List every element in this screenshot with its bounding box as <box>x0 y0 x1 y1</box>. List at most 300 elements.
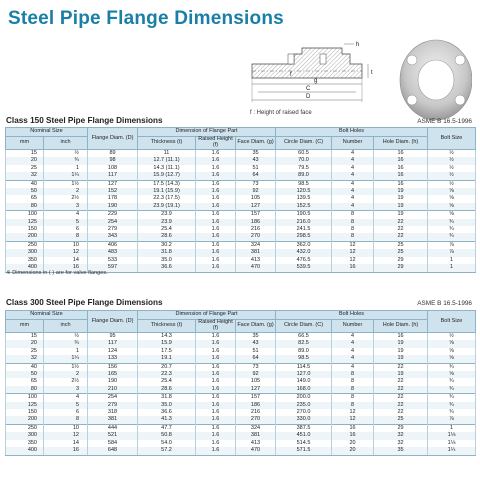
cell-number: 4 <box>332 188 374 195</box>
cell-inch: 2½ <box>44 378 88 385</box>
cell-raised-height: 1.6 <box>196 203 236 211</box>
cell-bolt-size: ⅞ <box>428 416 476 424</box>
cell-hole-diam: 19 <box>374 371 428 378</box>
cell-inch: 12 <box>44 432 88 439</box>
cell-raised-height: 1.6 <box>196 264 236 272</box>
diagram-label-d: D <box>306 94 311 100</box>
cell-raised-height: 1.6 <box>196 241 236 249</box>
table-row <box>6 447 476 455</box>
cell-circle-diam: 79.5 <box>276 165 332 172</box>
cell-circle-diam: 149.0 <box>276 378 332 385</box>
cell-mm: 300 <box>6 249 44 256</box>
cell-face-diam: 92 <box>236 371 276 378</box>
cell-raised-height: 1.6 <box>196 432 236 439</box>
cell-mm: 15 <box>6 150 44 158</box>
cell-circle-diam: 241.5 <box>276 226 332 233</box>
cell-inch: 14 <box>44 257 88 264</box>
cell-face-diam: 73 <box>236 363 276 371</box>
table-row <box>6 195 476 202</box>
header-dimension-of-flange-part: Dimension of Flange Part <box>138 311 276 320</box>
cell-inch: 14 <box>44 440 88 447</box>
cell-flange-diam: 89 <box>88 150 138 158</box>
header-flange-diam: Flange Diam. (D) <box>88 128 138 150</box>
cell-inch: 5 <box>44 402 88 409</box>
cell-raised-height: 1.6 <box>196 348 236 355</box>
cell-inch: 8 <box>44 416 88 424</box>
cell-mm: 65 <box>6 195 44 202</box>
cell-flange-diam: 156 <box>88 363 138 371</box>
cell-thickness: 23.9 (19.1) <box>138 203 196 211</box>
cell-mm: 25 <box>6 348 44 355</box>
cell-inch: 3 <box>44 386 88 394</box>
class150-table <box>5 127 476 273</box>
cell-number: 16 <box>332 264 374 272</box>
cell-flange-diam: 178 <box>88 195 138 202</box>
cell-bolt-size: 1 <box>428 257 476 264</box>
class300-table <box>5 310 476 456</box>
cell-inch: ½ <box>44 333 88 341</box>
table-row <box>6 371 476 378</box>
cell-circle-diam: 114.5 <box>276 363 332 371</box>
cell-face-diam: 413 <box>236 440 276 447</box>
cell-circle-diam: 89.0 <box>276 172 332 180</box>
table-row <box>6 386 476 394</box>
cell-inch: 16 <box>44 447 88 455</box>
cell-flange-diam: 444 <box>88 424 138 432</box>
cell-thickness: 41.3 <box>138 416 196 424</box>
cell-number: 20 <box>332 447 374 455</box>
cell-number: 12 <box>332 257 374 264</box>
cell-flange-diam: 254 <box>88 219 138 226</box>
cell-hole-diam: 25 <box>374 416 428 424</box>
cell-raised-height: 1.6 <box>196 249 236 256</box>
cell-bolt-size: ¾ <box>428 386 476 394</box>
cell-inch: 10 <box>44 424 88 432</box>
cell-inch: 3 <box>44 203 88 211</box>
cell-face-diam: 413 <box>236 257 276 264</box>
header-dimension-of-flange-part: Dimension of Flange Part <box>138 128 276 137</box>
cell-face-diam: 35 <box>236 150 276 158</box>
cell-mm: 20 <box>6 157 44 164</box>
cell-hole-diam: 22 <box>374 233 428 241</box>
cell-mm: 15 <box>6 333 44 341</box>
cell-thickness: 22.3 (17.5) <box>138 195 196 202</box>
cell-number: 16 <box>332 424 374 432</box>
cell-number: 20 <box>332 440 374 447</box>
cell-hole-diam: 22 <box>374 219 428 226</box>
cell-hole-diam: 22 <box>374 363 428 371</box>
diagram-note: f : Height of raised face <box>250 110 312 116</box>
cell-hole-diam: 19 <box>374 355 428 363</box>
header-face-diam: Face Diam. (g) <box>236 320 276 333</box>
cell-number: 4 <box>332 165 374 172</box>
cell-thickness: 17.5 <box>138 348 196 355</box>
cell-face-diam: 35 <box>236 333 276 341</box>
cell-face-diam: 73 <box>236 180 276 188</box>
cell-inch: 10 <box>44 241 88 249</box>
cell-inch: 1½ <box>44 180 88 188</box>
cell-raised-height: 1.6 <box>196 371 236 378</box>
table-row <box>6 211 476 219</box>
cell-number: 16 <box>332 432 374 439</box>
cell-number: 4 <box>332 172 374 180</box>
header-raised-height: Raised Height (f) <box>196 137 236 150</box>
cell-face-diam: 270 <box>236 233 276 241</box>
table-row <box>6 440 476 447</box>
cell-mm: 32 <box>6 172 44 180</box>
cell-bolt-size: ½ <box>428 172 476 180</box>
cell-flange-diam: 117 <box>88 172 138 180</box>
cell-mm: 50 <box>6 188 44 195</box>
cell-raised-height: 1.6 <box>196 257 236 264</box>
cell-inch: 6 <box>44 226 88 233</box>
cell-thickness: 36.6 <box>138 409 196 416</box>
cell-inch: ¾ <box>44 157 88 164</box>
cell-thickness: 12.7 (11.1) <box>138 157 196 164</box>
cell-flange-diam: 229 <box>88 211 138 219</box>
cell-raised-height: 1.6 <box>196 355 236 363</box>
cell-mm: 40 <box>6 363 44 371</box>
cell-bolt-size: 1 <box>428 264 476 272</box>
cell-mm: 125 <box>6 219 44 226</box>
diagram-label-g: g <box>314 78 318 84</box>
cell-thickness: 19.1 <box>138 355 196 363</box>
cell-flange-diam: 190 <box>88 203 138 211</box>
cell-raised-height: 1.6 <box>196 447 236 455</box>
table-row <box>6 157 476 164</box>
table-row <box>6 249 476 256</box>
header-mm: mm <box>6 137 44 150</box>
table-row <box>6 424 476 432</box>
cell-bolt-size: ¾ <box>428 402 476 409</box>
cell-bolt-size: ½ <box>428 165 476 172</box>
cell-hole-diam: 25 <box>374 241 428 249</box>
cell-circle-diam: 120.5 <box>276 188 332 195</box>
cell-number: 4 <box>332 195 374 202</box>
cell-inch: 1 <box>44 348 88 355</box>
cell-bolt-size: ⅝ <box>428 371 476 378</box>
cell-circle-diam: 98.5 <box>276 180 332 188</box>
table-row <box>6 180 476 188</box>
cell-bolt-size: ⅝ <box>428 195 476 202</box>
cell-number: 12 <box>332 249 374 256</box>
cell-number: 8 <box>332 219 374 226</box>
cell-number: 12 <box>332 241 374 249</box>
cell-bolt-size: ⅝ <box>428 203 476 211</box>
cell-number: 4 <box>332 355 374 363</box>
cell-mm: 150 <box>6 226 44 233</box>
cell-hole-diam: 16 <box>374 165 428 172</box>
cell-hole-diam: 32 <box>374 440 428 447</box>
cell-flange-diam: 597 <box>88 264 138 272</box>
cell-bolt-size: ⅝ <box>428 188 476 195</box>
cell-circle-diam: 127.0 <box>276 371 332 378</box>
cell-number: 8 <box>332 386 374 394</box>
table-row <box>6 378 476 385</box>
cell-mm: 65 <box>6 378 44 385</box>
header-inch: inch <box>44 320 88 333</box>
cell-thickness: 23.9 <box>138 211 196 219</box>
page-title: Steel Pipe Flange Dimensions <box>8 8 284 29</box>
cell-bolt-size: ½ <box>428 180 476 188</box>
cell-inch: 1½ <box>44 363 88 371</box>
table-row <box>6 394 476 402</box>
cell-hole-diam: 29 <box>374 257 428 264</box>
cell-raised-height: 1.6 <box>196 416 236 424</box>
cell-face-diam: 64 <box>236 355 276 363</box>
cell-face-diam: 324 <box>236 241 276 249</box>
cell-bolt-size: ¾ <box>428 394 476 402</box>
cell-inch: 6 <box>44 409 88 416</box>
cell-raised-height: 1.6 <box>196 180 236 188</box>
class300-table-body <box>6 333 476 456</box>
cell-raised-height: 1.6 <box>196 188 236 195</box>
cell-inch: 8 <box>44 233 88 241</box>
cell-raised-height: 1.6 <box>196 394 236 402</box>
cell-bolt-size: ½ <box>428 150 476 158</box>
cell-bolt-size: ½ <box>428 333 476 341</box>
cell-circle-diam: 235.0 <box>276 402 332 409</box>
cell-mm: 400 <box>6 264 44 272</box>
cell-circle-diam: 82.5 <box>276 340 332 347</box>
cell-mm: 80 <box>6 203 44 211</box>
cell-flange-diam: 343 <box>88 233 138 241</box>
cell-mm: 25 <box>6 165 44 172</box>
cell-circle-diam: 539.5 <box>276 264 332 272</box>
cell-raised-height: 1.6 <box>196 150 236 158</box>
cell-thickness: 30.2 <box>138 241 196 249</box>
cell-flange-diam: 127 <box>88 180 138 188</box>
cell-mm: 80 <box>6 386 44 394</box>
cell-face-diam: 216 <box>236 409 276 416</box>
header-nominal-size: Nominal Size <box>6 128 88 137</box>
cell-hole-diam: 22 <box>374 226 428 233</box>
header-bolt-holes: Bolt Holes <box>276 128 428 137</box>
header-circle-diam: Circle Diam. (C) <box>276 137 332 150</box>
cell-thickness: 25.4 <box>138 378 196 385</box>
cell-bolt-size: ⅝ <box>428 211 476 219</box>
table-row <box>6 241 476 249</box>
cell-inch: ½ <box>44 150 88 158</box>
cell-hole-diam: 16 <box>374 157 428 164</box>
cell-thickness: 15.9 (12.7) <box>138 172 196 180</box>
class150-title: Class 150 Steel Pipe Flange Dimensions <box>6 116 163 125</box>
cell-thickness: 17.5 (14.3) <box>138 180 196 188</box>
header-hole-diam: Hole Diam. (h) <box>374 320 428 333</box>
header-nominal-size: Nominal Size <box>6 311 88 320</box>
cell-face-diam: 470 <box>236 447 276 455</box>
cell-number: 4 <box>332 203 374 211</box>
cell-hole-diam: 19 <box>374 340 428 347</box>
cell-flange-diam: 648 <box>88 447 138 455</box>
cell-number: 8 <box>332 233 374 241</box>
cell-thickness: 36.6 <box>138 264 196 272</box>
cell-thickness: 14.3 <box>138 333 196 341</box>
cell-face-diam: 157 <box>236 211 276 219</box>
cell-circle-diam: 60.5 <box>276 150 332 158</box>
cell-bolt-size: ¾ <box>428 233 476 241</box>
cell-raised-height: 1.6 <box>196 157 236 164</box>
cell-number: 8 <box>332 211 374 219</box>
cell-mm: 100 <box>6 394 44 402</box>
cell-flange-diam: 165 <box>88 371 138 378</box>
table-row <box>6 257 476 264</box>
diagram-label-h: h <box>356 42 360 48</box>
cell-face-diam: 186 <box>236 219 276 226</box>
cell-thickness: 28.6 <box>138 233 196 241</box>
cell-flange-diam: 190 <box>88 378 138 385</box>
cell-number: 12 <box>332 409 374 416</box>
cell-number: 4 <box>332 150 374 158</box>
cell-inch: 1¼ <box>44 355 88 363</box>
cell-hole-diam: 19 <box>374 203 428 211</box>
header-bolt-size: Bolt Size <box>428 128 476 150</box>
table-row <box>6 233 476 241</box>
cell-number: 8 <box>332 378 374 385</box>
cell-hole-diam: 16 <box>374 333 428 341</box>
cell-flange-diam: 521 <box>88 432 138 439</box>
cell-raised-height: 1.6 <box>196 409 236 416</box>
cell-face-diam: 470 <box>236 264 276 272</box>
cell-inch: 4 <box>44 394 88 402</box>
cell-mm: 250 <box>6 424 44 432</box>
cell-raised-height: 1.6 <box>196 211 236 219</box>
table-row <box>6 203 476 211</box>
header-number: Number <box>332 137 374 150</box>
table-row <box>6 363 476 371</box>
cell-circle-diam: 216.0 <box>276 219 332 226</box>
cell-flange-diam: 124 <box>88 348 138 355</box>
cell-raised-height: 1.6 <box>196 440 236 447</box>
cell-circle-diam: 387.5 <box>276 424 332 432</box>
cell-number: 4 <box>332 180 374 188</box>
cell-face-diam: 51 <box>236 165 276 172</box>
diagram-label-t: t <box>371 70 373 76</box>
table-row <box>6 172 476 180</box>
cell-hole-diam: 19 <box>374 195 428 202</box>
cell-inch: 12 <box>44 249 88 256</box>
cell-flange-diam: 117 <box>88 340 138 347</box>
cell-hole-diam: 35 <box>374 447 428 455</box>
table-row <box>6 150 476 158</box>
cell-bolt-size: 1⅛ <box>428 432 476 439</box>
cell-hole-diam: 16 <box>374 150 428 158</box>
cell-mm: 350 <box>6 257 44 264</box>
cell-raised-height: 1.6 <box>196 172 236 180</box>
cell-hole-diam: 29 <box>374 424 428 432</box>
cell-mm: 125 <box>6 402 44 409</box>
cell-bolt-size: ⅝ <box>428 355 476 363</box>
cell-circle-diam: 66.5 <box>276 333 332 341</box>
cell-circle-diam: 70.0 <box>276 157 332 164</box>
cell-circle-diam: 571.5 <box>276 447 332 455</box>
cell-hole-diam: 22 <box>374 386 428 394</box>
cell-flange-diam: 318 <box>88 409 138 416</box>
cell-flange-diam: 133 <box>88 355 138 363</box>
cell-number: 4 <box>332 340 374 347</box>
header-circle-diam: Circle Diam. (C) <box>276 320 332 333</box>
cell-thickness: 28.6 <box>138 386 196 394</box>
cell-bolt-size: ¾ <box>428 226 476 233</box>
cell-thickness: 50.8 <box>138 432 196 439</box>
cell-mm: 200 <box>6 416 44 424</box>
cell-thickness: 25.4 <box>138 226 196 233</box>
cell-thickness: 31.8 <box>138 249 196 256</box>
cell-hole-diam: 22 <box>374 409 428 416</box>
cell-flange-diam: 98 <box>88 157 138 164</box>
cell-raised-height: 1.6 <box>196 219 236 226</box>
cell-circle-diam: 432.0 <box>276 249 332 256</box>
cell-thickness: 22.3 <box>138 371 196 378</box>
cell-inch: 2 <box>44 371 88 378</box>
header-inch: inch <box>44 137 88 150</box>
header-face-diam: Face Diam. (g) <box>236 137 276 150</box>
cell-inch: 16 <box>44 264 88 272</box>
cell-mm: 150 <box>6 409 44 416</box>
cell-thickness: 11 <box>138 150 196 158</box>
cell-face-diam: 92 <box>236 188 276 195</box>
cell-face-diam: 157 <box>236 394 276 402</box>
header-flange-diam: Flange Diam. (D) <box>88 311 138 333</box>
header-thickness: Thickness (t) <box>138 137 196 150</box>
cell-flange-diam: 95 <box>88 333 138 341</box>
cell-mm: 32 <box>6 355 44 363</box>
class150-footnote: ※ Dimensions in ( ) are for valve flanges. <box>6 270 108 276</box>
cell-inch: 2½ <box>44 195 88 202</box>
cell-raised-height: 1.6 <box>196 165 236 172</box>
cell-face-diam: 381 <box>236 432 276 439</box>
cell-circle-diam: 362.0 <box>276 241 332 249</box>
cell-inch: 1¼ <box>44 172 88 180</box>
cell-mm: 400 <box>6 447 44 455</box>
table-row <box>6 219 476 226</box>
cell-number: 4 <box>332 348 374 355</box>
cell-bolt-size: ¾ <box>428 378 476 385</box>
cell-raised-height: 1.6 <box>196 233 236 241</box>
flange-3d-image <box>400 40 472 120</box>
table-row <box>6 348 476 355</box>
cell-thickness: 23.9 <box>138 219 196 226</box>
cell-thickness: 20.7 <box>138 363 196 371</box>
cell-thickness: 54.0 <box>138 440 196 447</box>
diagram-label-c: C <box>306 86 311 92</box>
cell-number: 12 <box>332 416 374 424</box>
cell-mm: 350 <box>6 440 44 447</box>
cell-flange-diam: 584 <box>88 440 138 447</box>
cell-raised-height: 1.6 <box>196 226 236 233</box>
cell-bolt-size: ½ <box>428 157 476 164</box>
header-raised-height: Raised Height (f) <box>196 320 236 333</box>
cell-flange-diam: 152 <box>88 188 138 195</box>
class300-standard: ASME B 16.5-1996 <box>417 300 472 307</box>
cell-circle-diam: 190.5 <box>276 211 332 219</box>
table-row <box>6 340 476 347</box>
cell-hole-diam: 25 <box>374 249 428 256</box>
cell-bolt-size: 1¼ <box>428 447 476 455</box>
class150-table-body <box>6 150 476 273</box>
cell-bolt-size: 1⅛ <box>428 440 476 447</box>
cell-bolt-size: ¾ <box>428 363 476 371</box>
header-hole-diam: Hole Diam. (h) <box>374 137 428 150</box>
cell-number: 8 <box>332 371 374 378</box>
cell-circle-diam: 476.5 <box>276 257 332 264</box>
cell-thickness: 35.0 <box>138 402 196 409</box>
cell-mm: 300 <box>6 432 44 439</box>
cell-hole-diam: 32 <box>374 432 428 439</box>
cell-face-diam: 64 <box>236 172 276 180</box>
cell-inch: ¾ <box>44 340 88 347</box>
cell-hole-diam: 19 <box>374 188 428 195</box>
